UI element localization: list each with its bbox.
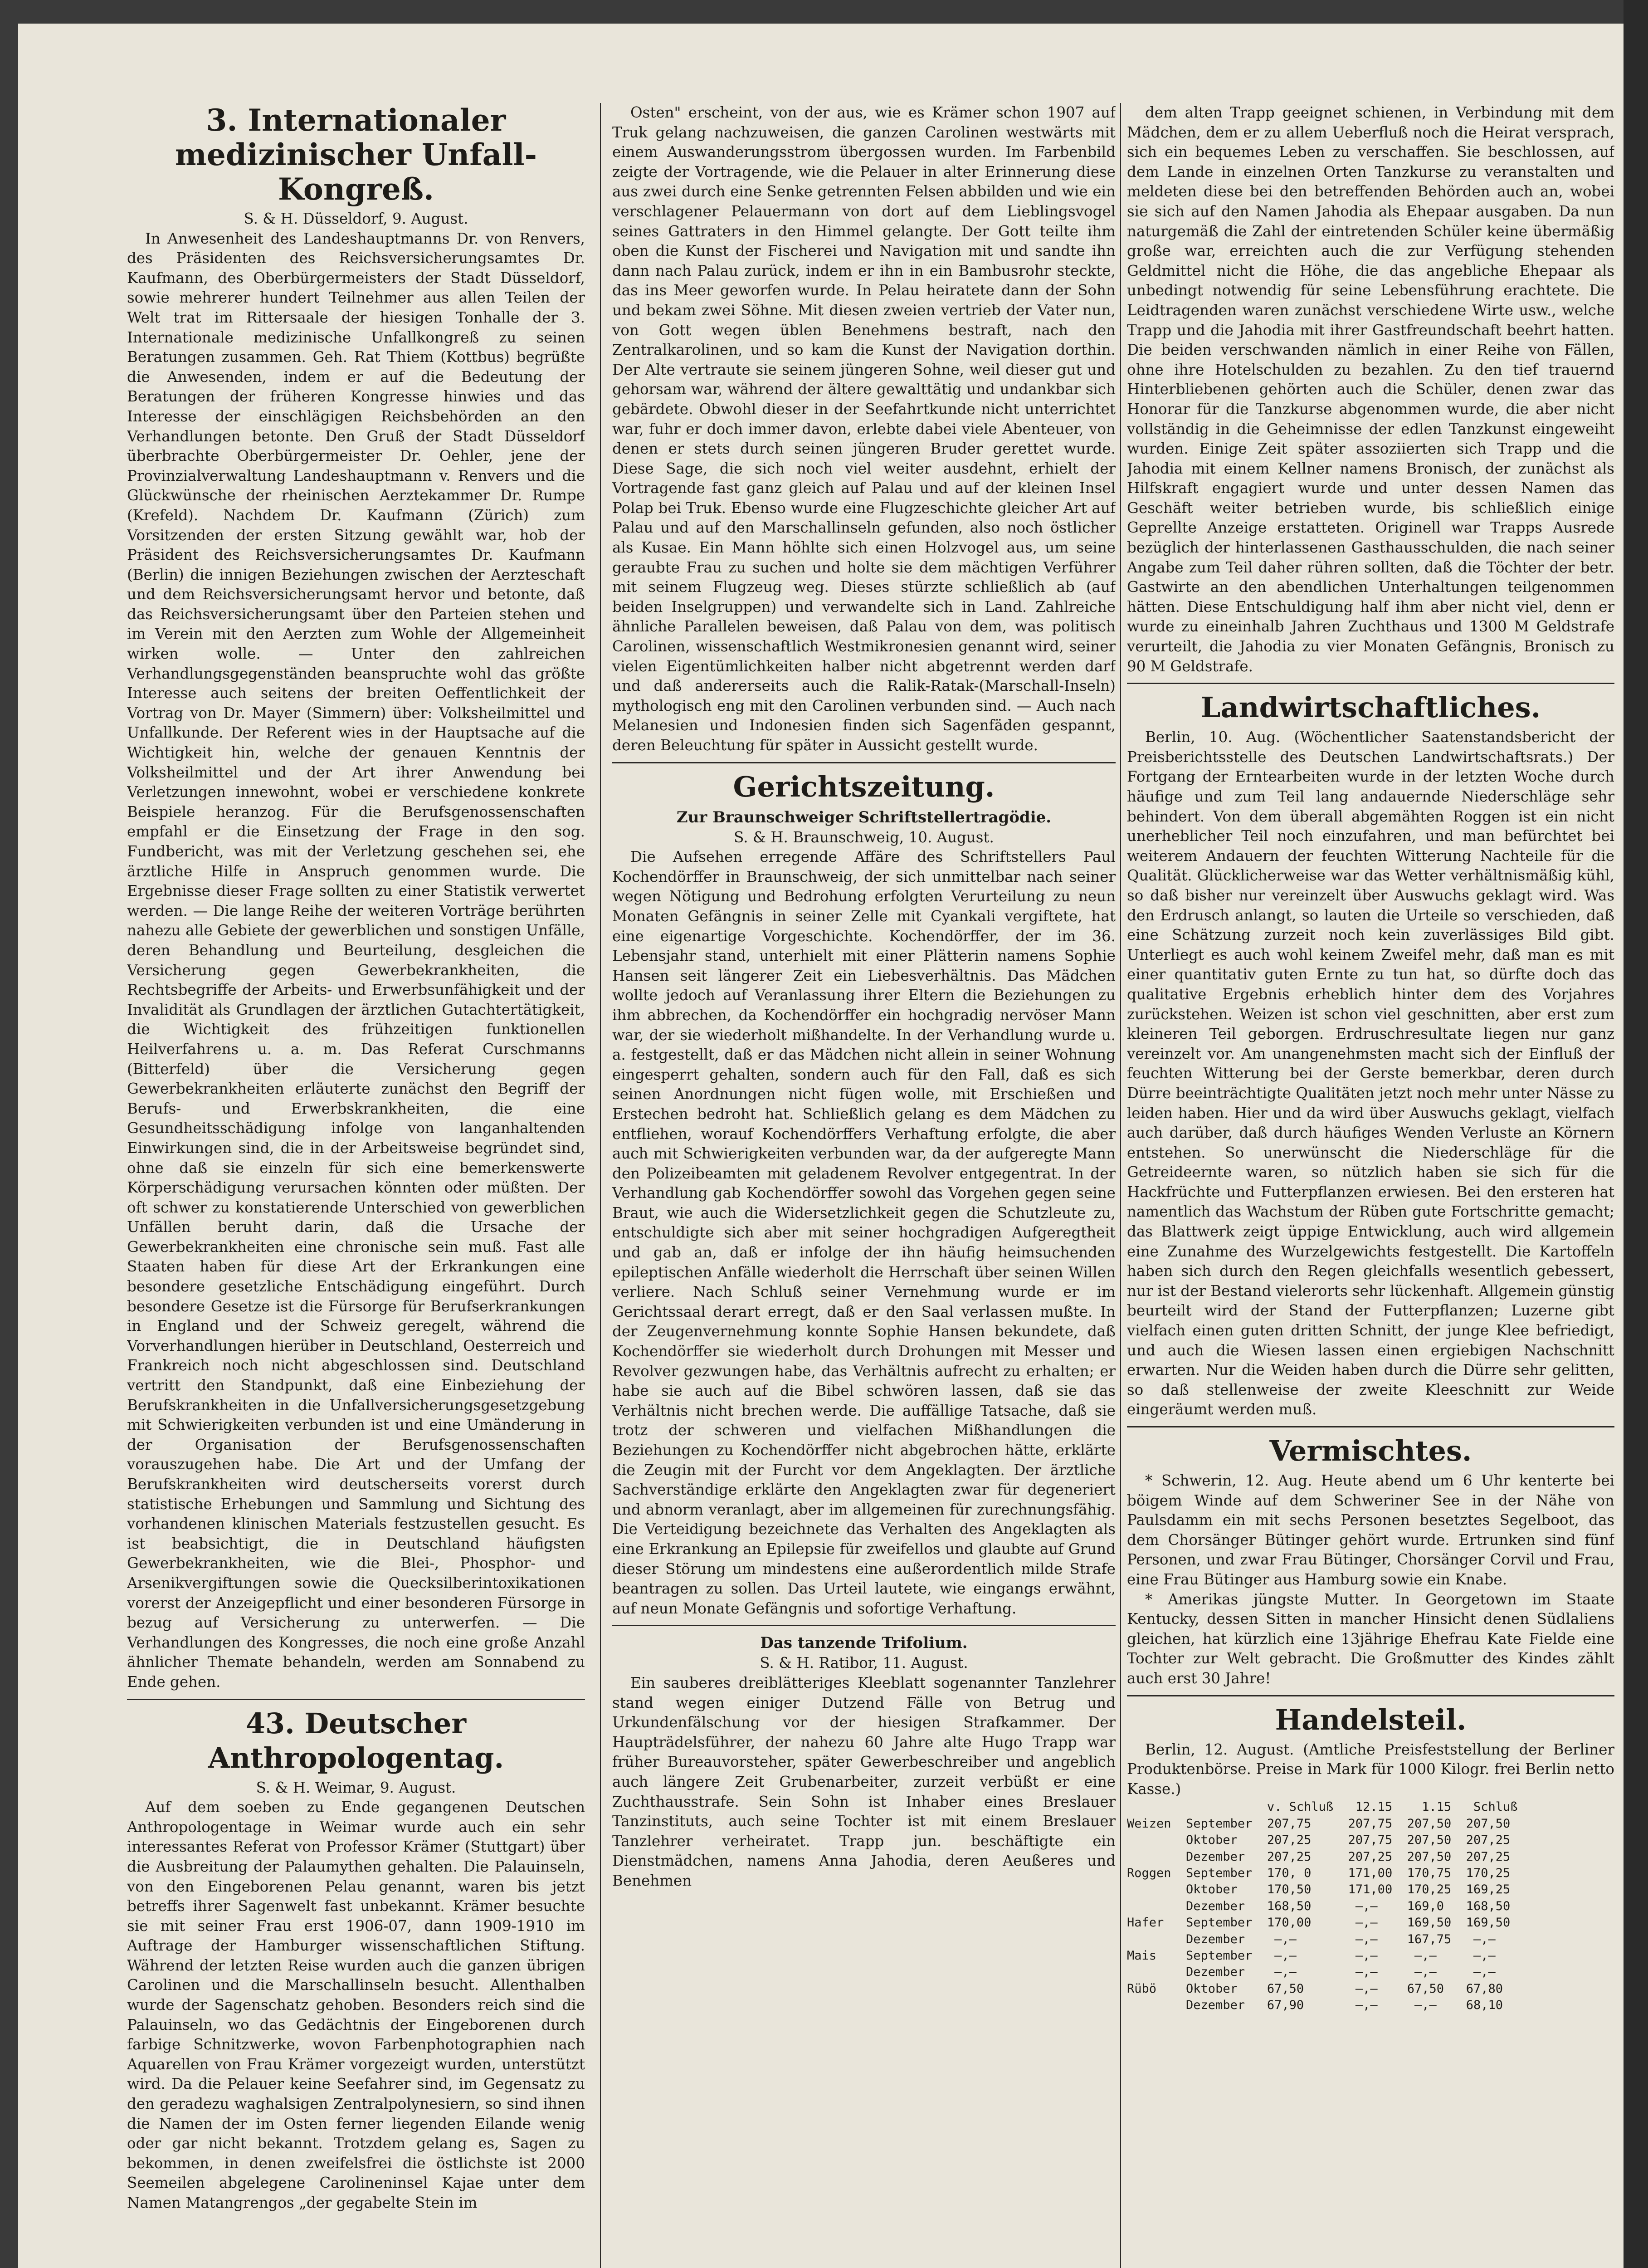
column-1 (127, 103, 585, 2268)
column-2 (612, 103, 1116, 2268)
section-divider (127, 1699, 585, 1700)
dateline-ratibor: S. & H. Ratibor, 11. August. (760, 1654, 968, 1672)
news-item-schwerin: * Schwerin, 12. Aug. Heute abend um 6 Uhr kenterte bei böigem Winde auf dem Schweriner See in der Nähe von Paulsdamm ein mit sechs Personen besetztes Segelboot, das dem Chorsänger Bütinger gehört wurde. Ertrunken sind fünf Personen, und zwar Frau Bütinger, Chorsänger Corvil und Frau, eine Frau Bütinger aus Hamburg sowie ein Knabe. (1127, 1472, 1614, 1588)
market-report-intro: Berlin, 12. August. (Amtliche Preisfeststellung der Berliner Produktenbörse. Preise in Mark für 1000 Kilogr. frei Berlin netto Kasse.) (1127, 1740, 1614, 1798)
section-divider (612, 762, 1116, 763)
section-heading-vermischtes: Vermischtes. (1269, 1434, 1472, 1467)
dateline-weimar: S. & H. Weimar, 9. August. (256, 1779, 456, 1796)
article-text-unfall-kongress: In Anwesenheit des Landeshauptmanns Dr. von Renvers, des Präsidenten des Reichsversicherungsamtes Dr. Kaufmann, des Oberbürgermeisters der Stadt Düsseldorf, sowie mehrerer hundert Teilnehmer aus allen Teilen der Welt trat im Rittersaale der hiesigen Tonhalle der 3. Internationale medizinische Unfallkongreß zu seinen Beratungen zusammen. Geh. Rat Thiem (Kottbus) begrüßte die Anwesenden, indem er auf die Bedeutung der Beratungen der früheren Kongresse hinwies und das Interesse der einschlägigen Reichsbehörden an den Verhandlungen betonte. Den Gruß der Stadt Düsseldorf überbrachte Oberbürgermeister Dr. Oehler, jene der Provinzialverwaltung Landeshauptmann v. Renvers und die Glückwünsche der rheinischen Aerztekammer Dr. Rumpe (Krefeld). Nachdem Dr. Kaufmann (Zürich) zum Vorsitzenden der ersten Sitzung gewählt war, hob der Präsident des Reichsversicherungsamtes Dr. Kaufmann (Berlin) die innigen Beziehungen zwischen der Aerzteschaft und dem Reichsversicherungsamt hervor und betonte, daß das Reichsversicherungsamt über den Parteien stehen und im Verein mit den Aerzten zum Wohle der Allgemeinheit wirken wolle. — Unter den zahlreichen Verhandlungsgegenständen beanspruchte wohl das größte Interesse auch seitens der breiten Oeffentlichkeit der Vortrag von Dr. Mayer (Simmern) über: Volksheilmittel und Unfallkunde. Der Referent wies in der Hauptsache auf die Wichtigkeit hin, welche der genauen Kenntnis der Volksheilmittel und der Art ihrer Anwendung bei Verletzungen innewohnt, wobei er verschiedene konkrete Beispiele heranzog. Für die Berufsgenossenschaften empfahl er die Einsetzung der Frage in den sog. Fundbericht, was mit der Verletzung geschehen sei, ehe ärztliche Hilfe in Anspruch genommen wurde. Die Ergebnisse dieser Frage sollten zu einer Statistik verwertet werden. — Die lange Reihe der weiteren Vorträge berührten nahezu alle Gebiete der gewerblichen und sonstigen Unfälle, deren Behandlung und Beurteilung, desgleichen die Versicherung gegen Gewerbekrankheiten, die Rechtsbegriffe der Arbeits- und Erwerbsunfähigkeit und der Invalidität als Grundlagen der ärztlichen Gutachtertätigkeit, die Wichtigkeit des frühzeitigen funktionellen Heilverfahrens u. a. m. Das Referat Curschmanns (Bitterfeld) über die Versicherung gegen Gewerbekrankheiten erläuterte zunächst den Begriff der Berufs- und Erwerbskrankheiten, die eine Gesundheitsschädigung infolge von langanhaltenden Einwirkungen sind, die in der Arbeitsweise begründet sind, ohne daß sie einzeln für sich eine bemerkenswerte Körperschädigung verursachen könnten oder müßten. Der oft schwer zu konstatierende Unterschied von gewerblichen Unfällen beruht darin, daß die Ursache der Gewerbekrankheiten eine chronische sein muß. Fast alle Staaten haben für diese Art der Erkrankungen eine besondere gesetzliche Entschädigung eingeführt. Durch besondere Gesetze ist die Fürsorge für Berufserkrankungen in England und der Schweiz geregelt, während die Vorverhandlungen hierüber in Deutschland, Oesterreich und Frankreich noch nicht abgeschlossen sind. Deutschland vertritt den Standpunkt, daß eine Einbeziehung der Berufskrankheiten in die Unfallversicherungsgesetzgebung mit Schwierigkeiten verbunden ist und eine Umänderung in der Organisation der Berufsgenossenschaften vorauszugehen habe. Die Art und der Umfang der Berufskrankheiten wird deutscherseits vorerst durch statistische Erhebungen und Sammlung und Sichtung des vorhandenen klinischen Materials festzustellen gesucht. Es ist beabsichtigt, die in Deutschland häufigsten Gewerbekrankheiten, wie die Blei-, Phosphor- und Arsenikvergiftungen sowie die Quecksilberintoxikationen vorerst der Anzeigepflicht und einer besonderen Fürsorge in bezug auf Versicherung zu unterwerfen. — Die Verhandlungen des Kongresses, die noch eine große Anzahl ähnlicher Themate behandeln, werden am Sonnabend zu Ende gehen. (127, 230, 585, 1691)
section-heading-handelsteil: Handelsteil. (1275, 1703, 1467, 1736)
grain-price-table: v. Schluß 12.15 1.15 Schluß Weizen September 207,75 207,75 207,50 207,50 Oktober 207,25 207,75 207,50 207,25 Dezember 207,25 207,25 207,50 207,25 Roggen September 170, 0 171,00 170,75 170,25 Oktober 170,50 171,00 170,25 169,25 Dezember 168,50 —,— 169,0 168,50 Hafer September 170,00 —,— 169,50 169,50 Dezember —,— —,— 167,75 —,— Mais September —,— —,— —,— —,— Dezember —,— —,— —,— —,— Rübö Oktober 67,50 —,— 67,50 67,80 Dezember 67,90 —,— —,— 68,10 (1127, 1800, 1518, 2013)
section-heading-landwirtschaftliches: Landwirtschaftliches. (1200, 691, 1541, 724)
section-divider (1127, 1695, 1614, 1696)
scan-binding-edge (1624, 0, 1648, 2268)
section-divider (1127, 683, 1614, 684)
dateline-duesseldorf: S. & H. Düsseldorf, 9. August. (244, 210, 468, 227)
column-rule-left (600, 103, 601, 2268)
section-divider (1127, 1426, 1614, 1427)
article-text-anthropologentag: Auf dem soeben zu Ende gegangenen Deutschen Anthropologentage in Weimar wurde auch ein sehr interessantes Referat von Professor Krämer (Stuttgart) über die Ausbreitung der Palaumythen gehalten. Die Palauinseln, von den Eingeborenen Pelau genannt, waren bis jetzt betreffs ihrer Sagenwelt fast unbekannt. Krämer besuchte sie mit seiner Frau erst 1906-07, dann 1909-1910 im Auftrage der Hamburger wissenschaftlichen Stiftung. Während der letzten Reise wurden auch die ganzen übrigen Carolinen und die Marschallinseln besucht. Allenthalben wurde der Sagenschatz gehoben. Besonders reich sind die Palauinseln, wo das Gedächtnis der Eingeborenen durch farbige Schnitzwerke, wovon Farbenphotographien nach Aquarellen von Frau Krämer vorgezeigt wurden, unterstützt wird. Da die Pelauer keine Seefahrer sind, im Gegensatz zu den geradezu waghalsigen Zentralpolynesiern, so sind ihnen die Namen der im Osten ferner liegenden Eilande wenig oder gar nicht bekannt. Trotzdem gelang es, Sagen zu bekommen, in denen zweifelsfrei die östlichste ist 2000 Seemeilen abgelegene Carolineninsel Kajae unter dem Namen Matangrengos „der gegabelte Stein im (127, 1799, 585, 2211)
column-3 (1127, 103, 1614, 2268)
column-rule-right (1120, 103, 1121, 2268)
newspaper-page (18, 24, 1624, 2268)
article-text-palau-continued: Osten" erscheint, von der aus, wie es Krämer schon 1907 auf Truk gelang nachzuweisen, die ganzen Carolinen westwärts mit einem Auswanderungsstrom übergossen wurden. Im Farbenbild zeigte der Vortragende, wie die Pelauer in alter Erinnerung diese aus zwei durch eine Senke getrennten Felsen abbilden und wie ein verschlagener Pelauermann von dort auf dem Lieblingsvogel seines Gattraters in den Himmel gelangte. Der Gott teilte ihm oben die Kunst der Fischerei und Navigation mit und sandte ihn dann nach Palau zurück, indem er ihn in ein Bambusrohr steckte, das ins Meer geworfen wurde. In Pelau heiratete dann der Sohn und bekam zwei Söhne. Mit diesen zweien vertrieb der Vater nun, von Gott wegen üblen Benehmens bestraft, nach den Zentralkarolinen, und so kam die Kunst der Navigation dorthin. Der Alte vertraute sie seinem jüngeren Sohne, weil dieser gut und gehorsam war, während der ältere gewalttätig und undankbar sich gebärdete. Obwohl dieser in der Seefahrtkunde nicht unterrichtet war, fuhr er doch immer davon, erlebte dabei viele Abenteuer, von denen er stets durch seinen jüngeren Bruder gerettet wurde. Diese Sage, die sich noch viel weiter ausdehnt, erhielt der Vortragende fast ganz gleich auf Palau und auf der kleinen Insel Polap bei Truk. Ebenso wurde eine Flugzeschichte gleicher Art auf Palau und auf den Marschallinseln gefunden, also noch östlicher als Kusae. Ein Mann höhlte sich einen Holzvogel aus, um seine geraubte Frau zu suchen und holte sie dem mächtigen Verführer mit seinem Flugzeug weg. Dieses stürzte schließlich ab (auf beiden Inselgruppen) und verwandelte sich in Land. Zahlreiche ähnliche Parallelen beweisen, daß Palau von dem, was politisch Carolinen, wissenschaftlich Westmikronesien genannt wird, seiner vielen Eigentümlichkeiten halber nicht abgetrennt werden darf und daß andererseits auch die Ralik-Ratak-(Marschall-Inseln) mythologisch eng mit den Carolinen verbunden sind. — Auch nach Melanesien und Indonesien finden sich Sagenfäden gespannt, deren Beleuchtung für später in Aussicht gestellt wurde. (612, 104, 1116, 754)
article-text-trifolium: Ein sauberes dreiblätteriges Kleeblatt sogenannter Tanzlehrer stand wegen einiger Dutzend Fälle von Betrug und Urkundenfälschung vor der hiesigen Strafkammer. Der Haupträdelsführer, der nahezu 60 Jahre alte Hugo Trapp war früher Bureauvorsteher, später Gewerbeschreiber und angeblich auch längere Zeit Grubenarbeiter, zurzeit verbüßt er eine Zuchthausstrafe. Sein Sohn ist Inhaber eines Breslauer Tanzinstituts, auch seine Tochter ist mit einem Breslauer Tanzlehrer verheiratet. Trapp jun. beschäftigte ein Dienstmädchen, namens Anna Jahodia, deren Aeußeres und Benehmen (612, 1674, 1116, 1889)
article-subheading-braunschweig: Zur Braunschweiger Schriftstellertragödie. (676, 808, 1052, 826)
article-text-trifolium-continued: dem alten Trapp geeignet schienen, in Verbindung mit dem Mädchen, dem er zu allem Ueberfluß noch die Heirat versprach, sich ein bequemes Leben zu verschaffen. Sie beschlossen, auf dem Lande in einzelnen Orten Tanzkurse zu veranstalten und meldeten diese bei den betreffenden Behörden auch an, wobei sie sich auf den Namen Jahodia als Ehepaar ausgaben. Da nun naturgemäß die Zahl der eintretenden Schüler keine übermäßig große war, erreichten auch die zur Verfügung stehenden Geldmittel nicht die Höhe, die das angebliche Ehepaar als unbedingt notwendig für seine Lebensführung erachtete. Die Leidtragenden waren zunächst verschiedene Wirte usw., welche Trapp und die Jahodia mit ihrer Gastfreundschaft beehrt hatten. Die beiden verschwanden nämlich in einer Reihe von Fällen, ohne ihre Hotelschulden zu bezahlen. Zu den tief trauernd Hinterbliebenen gehörten auch die Schüler, denen zwar das Honorar für die Tanzkurse abgenommen wurde, die aber nicht vollständig in die Geheimnisse der edlen Tanzkunst eingeweiht wurden. Einige Zeit später assoziierten sich Trapp und die Jahodia mit einem Kellner namens Bronisch, der zunächst als Hilfskraft engagiert wurde und unter dessen Namen das Geschäft weiter betrieben wurde, bis schließlich einige Geprellte Anzeige erstatteten. Originell war Trapps Ausrede bezüglich der hinterlassenen Gasthausschulden, die nach seiner Angabe zum Teil daher rühren sollten, daß die Töchter der betr. Gastwirte an den abendlichen Unterhaltungen teilgenommen hätten. Diese Entschuldigung half ihm aber nicht viel, denn er wurde zu eineinhalb Jahren Zuchthaus und 1300 M Geldstrafe verurteilt, die Jahodia zu vier Monaten Gefängnis, Bronisch zu 90 M Geldstrafe. (1127, 104, 1614, 675)
article-subheading-trifolium: Das tanzende Trifolium. (760, 1634, 968, 1652)
section-heading-gerichtszeitung: Gerichtszeitung. (733, 770, 995, 803)
news-item-jüngste-mutter: * Amerikas jüngste Mutter. In Georgetown im Staate Kentucky, dessen Sitten in mancher Hinsicht denen Südlaliens gleichen, hat kürzlich eine 13jährige Ehefrau Kate Fielde eine Tochter zur Welt gebracht. Die Großmutter des Kindes zählt auch erst 30 Jahre! (1127, 1590, 1614, 1687)
article-text-saatenstand: Berlin, 10. Aug. (Wöchentlicher Saatenstandsbericht der Preisberichtsstelle des Deutschen Landwirtschaftsrats.) Der Fortgang der Erntearbeiten wurde in der letzten Woche durch häufige und zum Teil lang andauernde Niederschläge sehr behindert. Von dem überall abgemähten Roggen ist ein nicht unerheblicher Teil noch einzufahren, und man befürchtet bei weiterem Andauern der feuchten Witterung Nachteile für die Qualität. Glücklicherweise war das Wetter verhältnismäßig kühl, so daß bisher nur vereinzelt über Auswuchs geklagt wird. Was den Erdrusch anlangt, so lauten die Urteile so verschieden, daß eine Schätzung zurzeit noch kein zuverlässiges Bild gibt. Unterliegt es auch wohl keinem Zweifel mehr, daß man es mit einer quantitativ guten Ernte zu tun hat, so dürfte doch das qualitative Ergebnis erheblich hinter dem des Vorjahres zurückstehen. Weizen ist schon viel geschnitten, aber erst zum kleineren Teil geborgen. Erdruschresultate liegen nur ganz vereinzelt vor. Am unangenehmsten macht sich der Einfluß der feuchten Witterung bei der Gerste bemerkbar, deren durch Dürre beeinträchtigte Qualitäten jetzt noch mehr unter Nässe zu leiden haben. Hier und da wird über Auswuchs geklagt, vielfach auch darüber, daß durch häufiges Wenden Verluste an Körnern entstehen. So unerwünscht die Niederschläge für die Getreideernte waren, so nützlich haben sie sich für die Hackfrüchte und Futterpflanzen erwiesen. Bei den ersteren hat namentlich das Wachstum der Rüben gute Fortschritte gemacht; das Blattwerk zeigt üppige Entwicklung, auch wird allgemein eine Zunahme des Wurzelgewichts festgestellt. Die Kartoffeln haben sich durch den Regen gleichfalls wesentlich gebessert, nur ist der Bestand vielerorts sehr lückenhaft. Allgemein günstig beurteilt wird der Stand der Futterpflanzen; Luzerne gibt vielfach einen guten dritten Schnitt, der junge Klee befriedigt, und auch die Wiesen lassen einen ergiebigen Nachschnitt erwarten. Nur die Weiden haben durch die Dürre sehr gelitten, so daß stellenweise der zweite Kleeschnitt zur Weide eingeräumt werden muß. (1127, 728, 1614, 1418)
article-text-braunschweig: Die Aufsehen erregende Affäre des Schriftstellers Paul Kochendörffer in Braunschweig, der sich unmittelbar nach seiner wegen Nötigung und Bedrohung erfolgten Verurteilung zu neun Monaten Gefängnis in seiner Zelle mit Cyankali vergiftete, hat eine eigenartige Vorgeschichte. Kochendörffer, der im 36. Lebensjahr stand, unterhielt mit einer Plätterin namens Sophie Hansen seit längerer Zeit ein Liebesverhältnis. Das Mädchen wollte jedoch auf Veranlassung ihrer Eltern die Beziehungen zu ihm abbrechen, da Kochendörffer ein hochgradig nervöser Mann war, der sie wiederholt mißhandelte. In der Verhandlung wurde u. a. festgestellt, daß er das Mädchen nicht allein in seiner Wohnung eingesperrt gehalten, sondern auch für den Fall, daß es sich seinen Anordnungen nicht fügen wolle, mit Erschießen und Erstechen bedroht hat. Schließlich gelang es dem Mädchen zu entfliehen, worauf Kochendörffers Verhaftung erfolgte, die aber auch mit Schwierigkeiten verbunden war, da der aufgeregte Mann den Polizeibeamten mit geladenem Revolver entgegentrat. In der Verhandlung gab Kochendörffer sowohl das Vorgehen gegen seine Braut, wie auch die Widersetzlichkeit gegen die Schutzleute zu, entschuldigte sich aber mit seiner hochgradigen Aufgeregtheit und gab an, daß er infolge der ihn häufig heimsuchenden epileptischen Anfälle wiederholt die Herrschaft über seinen Willen verliere. Nach Schluß seiner Vernehmung wurde er im Gerichtssaal derart erregt, daß er den Saal verlassen mußte. In der Zeugenvernehmung konnte Sophie Hansen bekundete, daß Kochendörffer sie wiederholt durch Drohungen mit Messer und Revolver gezwungen habe, das Verhältnis aufrecht zu erhalten; er habe sie auch auf die Bibel schwören lassen, daß sie das Verhältnis nicht brechen werde. Die auffällige Tatsache, daß sie trotz der schweren und vielfachen Mißhandlungen die Beziehungen zu Kochendörffer nicht abgebrochen hätte, erklärte die Zeugin mit der Furcht vor dem Angeklagten. Der ärztliche Sachverständige erklärte den Angeklagten zwar für degeneriert und abnorm veranlagt, aber im allgemeinen für zurechnungsfähig. Die Verteidigung bezeichnete das Verhalten des Angeklagten als eine Erkrankung an Epilepsie für zweifellos und glaubte auf Grund dieser Störung um mindestens eine außerordentlich milde Strafe beantragen zu sollen. Das Urteil lautete, wie eingangs erwähnt, auf neun Monate Gefängnis und sofortige Verhaftung. (612, 848, 1116, 1617)
article-heading-unfall-kongress: 3. Internationaler medizinischer Unfall-Kongreß. (175, 103, 537, 207)
article-divider (612, 1625, 1116, 1626)
dateline-braunschweig: S. & H. Braunschweig, 10. August. (734, 828, 994, 846)
article-heading-anthropologentag: 43. Deutscher Anthropologentag. (208, 1706, 504, 1774)
